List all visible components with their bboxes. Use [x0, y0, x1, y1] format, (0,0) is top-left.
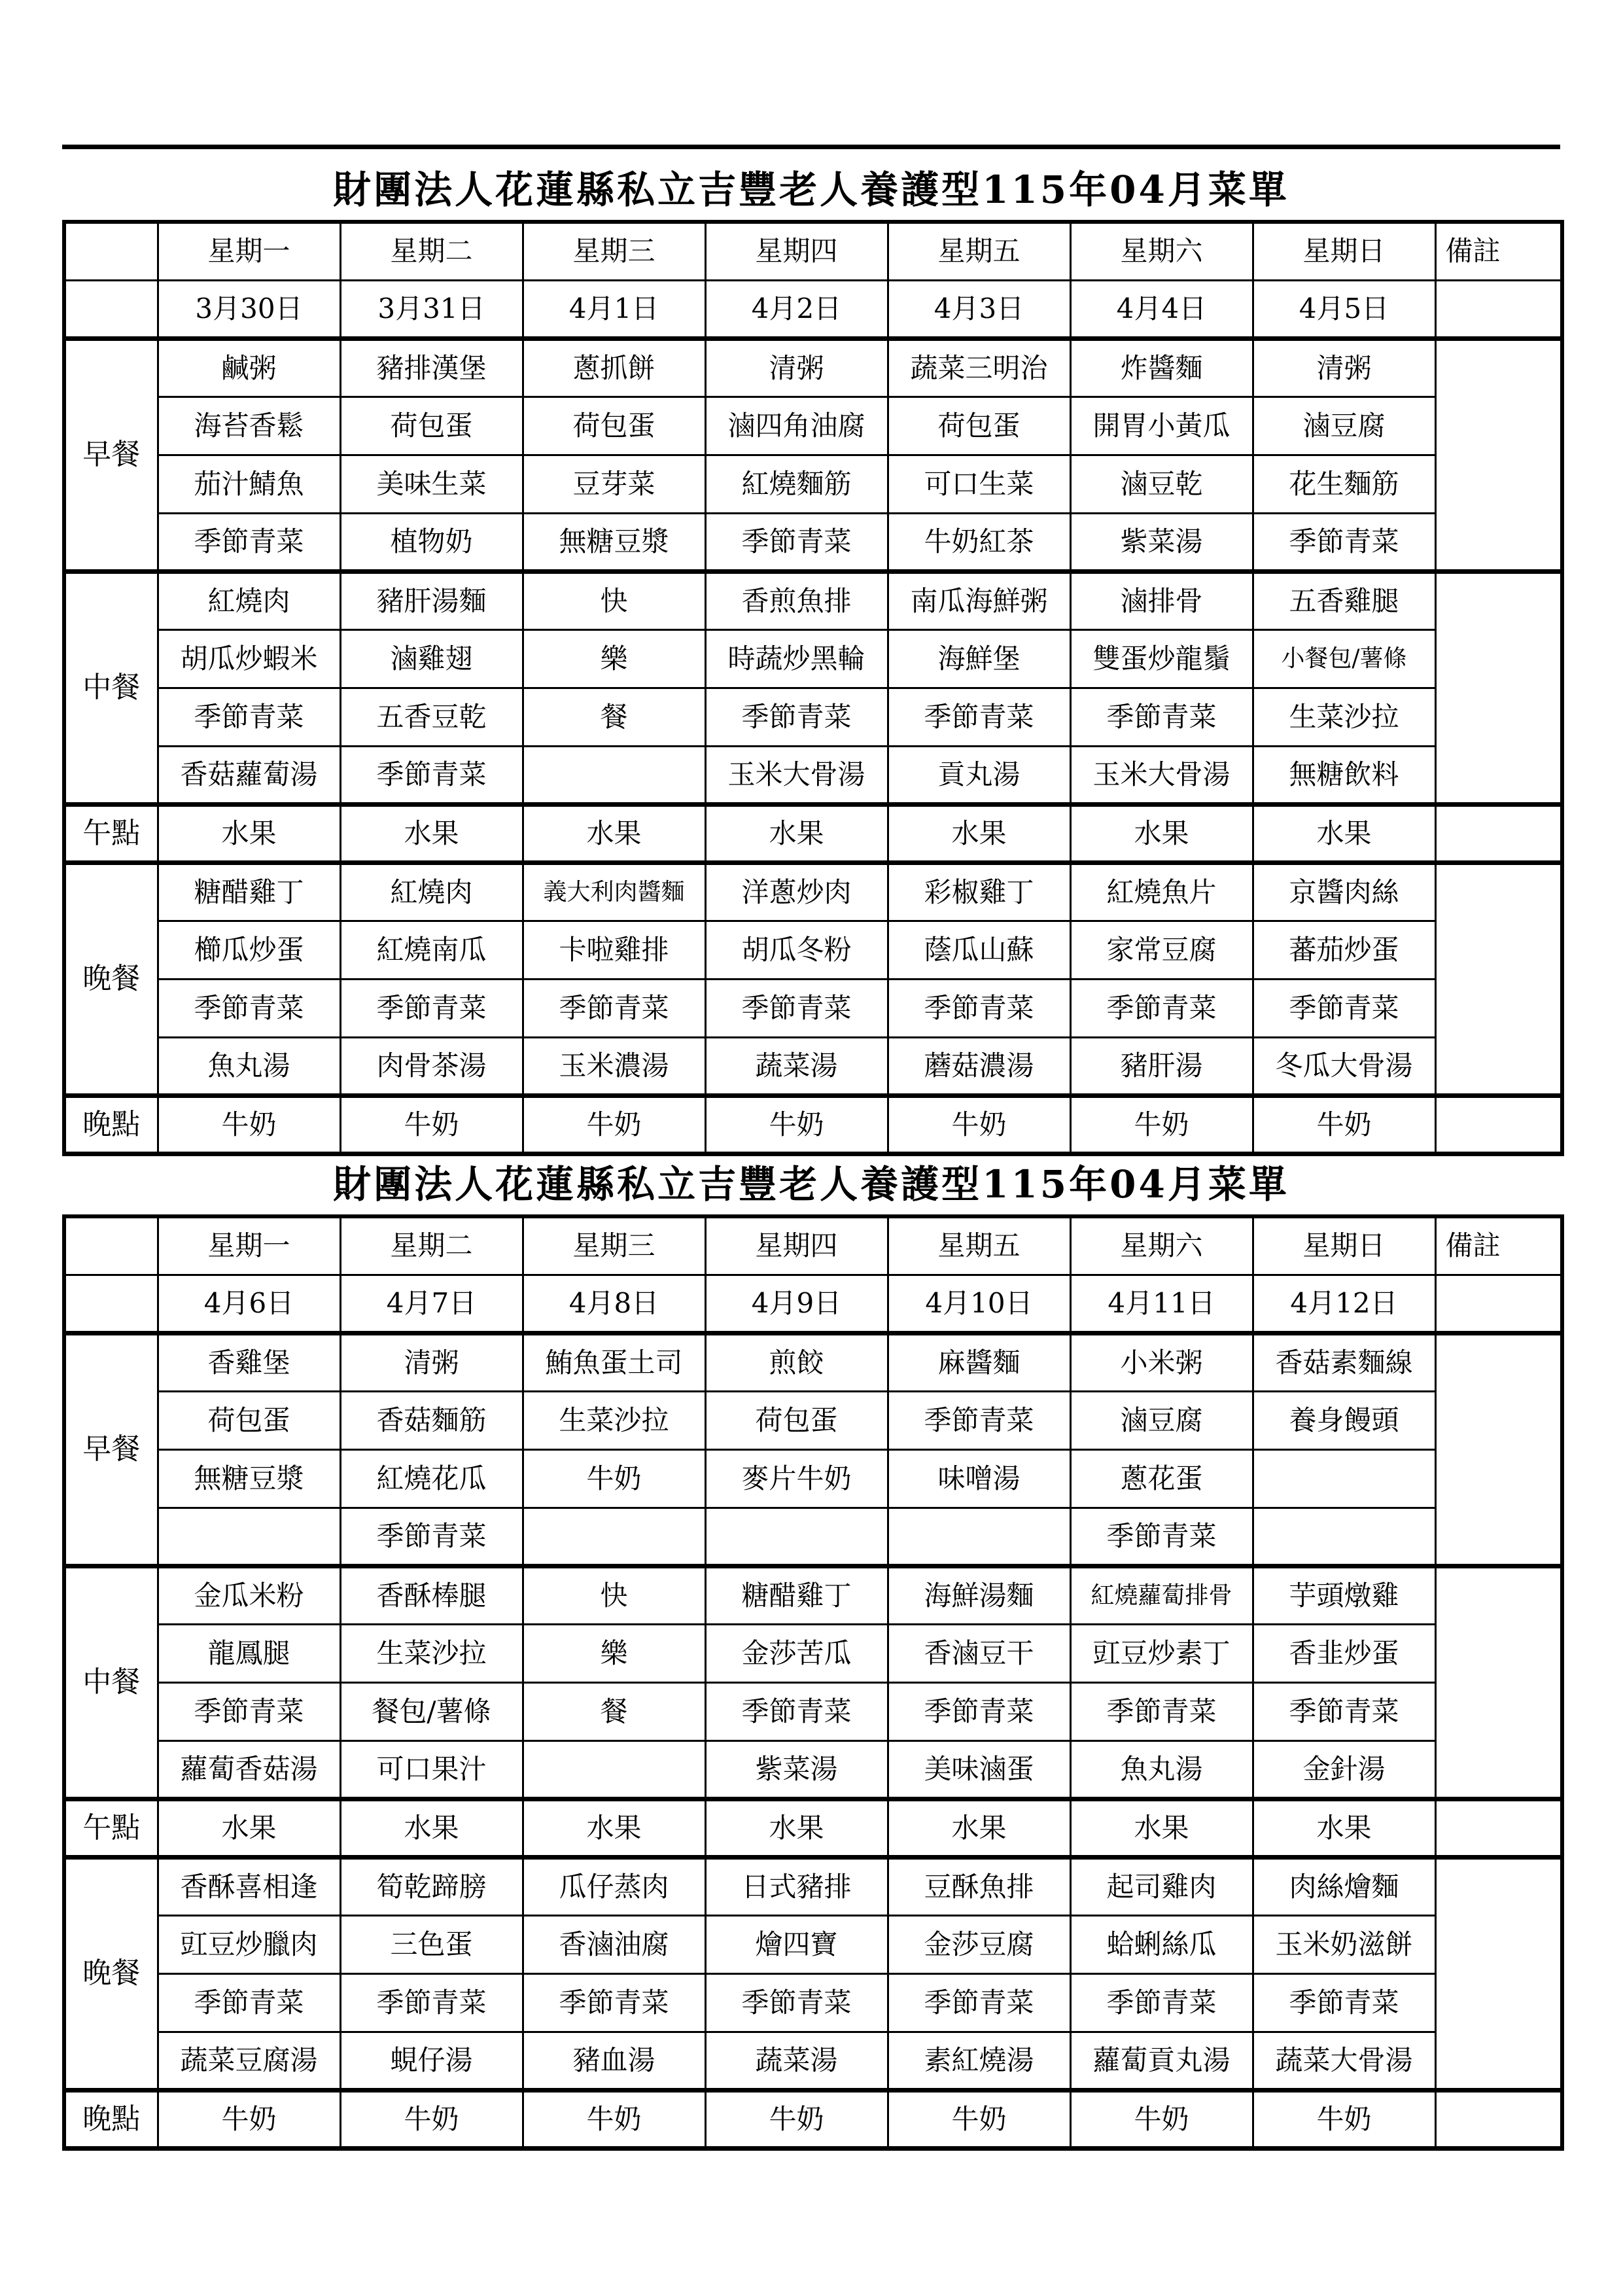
menu-item: 季節青菜 [1070, 1682, 1253, 1740]
afternoon-row [64, 804, 1562, 862]
menu-item: 樂 [523, 1624, 705, 1682]
menu-item: 蔥抓餅 [523, 338, 705, 397]
menu-item: 牛奶 [158, 1095, 340, 1154]
menu-item: 蛤蜊絲瓜 [1070, 1915, 1253, 1973]
menu-item: 肉骨茶湯 [340, 1037, 523, 1095]
menu-item: 煎餃 [705, 1333, 888, 1391]
menu-item: 豬血湯 [523, 2032, 705, 2090]
menu-item: 牛奶 [1253, 2090, 1435, 2148]
menu-item: 荷包蛋 [888, 397, 1070, 455]
lunch-row [64, 571, 1562, 629]
date-cell: 3月30日 [158, 280, 340, 338]
menu-item: 開胃小黃瓜 [1070, 397, 1253, 455]
weekday-header: 星期一 [158, 1216, 340, 1275]
weekday-header: 星期六 [1070, 1216, 1253, 1275]
menu-item: 蔬菜豆腐湯 [158, 2032, 340, 2090]
menu-item: 鮪魚蛋土司 [523, 1333, 705, 1391]
remark-cell [1435, 1095, 1562, 1154]
menu-item: 蔬菜湯 [705, 1037, 888, 1095]
menu-item: 紅燒麵筋 [705, 455, 888, 513]
menu-item: 麻醬麵 [888, 1333, 1070, 1391]
date-cell: 4月6日 [158, 1275, 340, 1333]
date-cell: 4月12日 [1253, 1275, 1435, 1333]
menu-item: 季節青菜 [888, 688, 1070, 746]
menu-item: 季節青菜 [158, 513, 340, 571]
menu-title-week1: 財團法人花蓮縣私立吉豐老人養護型115年04月菜單 [333, 168, 1289, 212]
menu-item: 金瓜米粉 [158, 1566, 340, 1624]
menu-item: 蔥花蛋 [1070, 1449, 1253, 1508]
menu-item: 季節青菜 [523, 1973, 705, 2032]
dinner-row [64, 1915, 1562, 1973]
menu-item: 季節青菜 [1253, 979, 1435, 1037]
night-row [64, 2090, 1562, 2148]
menu-item: 牛奶 [523, 1095, 705, 1154]
menu-item: 無糖豆漿 [158, 1449, 340, 1508]
weekday-header: 星期五 [888, 222, 1070, 280]
date-cell: 3月31日 [340, 280, 523, 338]
menu-item: 瓜仔蒸肉 [523, 1857, 705, 1915]
afternoon-row [64, 1799, 1562, 1857]
menu-item: 季節青菜 [158, 1973, 340, 2032]
remark-header: 備註 [1435, 1216, 1562, 1275]
menu-item: 胡瓜冬粉 [705, 921, 888, 979]
dinner-label: 晚餐 [64, 1857, 158, 2090]
lunch-label: 中餐 [64, 1566, 158, 1799]
menu-item: 牛奶 [1070, 2090, 1253, 2148]
menu-item: 季節青菜 [158, 1682, 340, 1740]
menu-item: 季節青菜 [1253, 513, 1435, 571]
menu-item [705, 1508, 888, 1566]
menu-item: 糖醋雞丁 [705, 1566, 888, 1624]
menu-item: 牛奶 [888, 2090, 1070, 2148]
menu-item [1253, 1449, 1435, 1508]
menu-item: 紅燒魚片 [1070, 862, 1253, 921]
date-cell: 4月8日 [523, 1275, 705, 1333]
menu-item: 味噌湯 [888, 1449, 1070, 1508]
menu-table-week2 [62, 1214, 1564, 2151]
remark-cell [1435, 280, 1562, 338]
menu-item: 蕃茄炒蛋 [1253, 921, 1435, 979]
weekday-header: 星期六 [1070, 222, 1253, 280]
menu-item: 生菜沙拉 [523, 1391, 705, 1449]
menu-item: 牛奶 [888, 1095, 1070, 1154]
weekday-header: 星期五 [888, 1216, 1070, 1275]
menu-item: 水果 [1070, 1799, 1253, 1857]
menu-item: 鹹粥 [158, 338, 340, 397]
menu-item [158, 1508, 340, 1566]
menu-item: 牛奶 [523, 1449, 705, 1508]
menu-item: 季節青菜 [1070, 1508, 1253, 1566]
menu-item: 蔬菜大骨湯 [1253, 2032, 1435, 2090]
menu-item: 滷豆腐 [1253, 397, 1435, 455]
menu-item: 美味滷蛋 [888, 1740, 1070, 1799]
menu-item: 可口生菜 [888, 455, 1070, 513]
menu-item: 季節青菜 [1070, 1973, 1253, 2032]
menu-item: 荷包蛋 [523, 397, 705, 455]
lunch-row [64, 1624, 1562, 1682]
menu-item: 季節青菜 [888, 1973, 1070, 2032]
menu-item: 季節青菜 [340, 1508, 523, 1566]
menu-item [888, 1508, 1070, 1566]
remark-cell [1435, 862, 1562, 1095]
breakfast-row [64, 338, 1562, 397]
afternoon-label: 午點 [64, 1799, 158, 1857]
menu-item: 生菜沙拉 [340, 1624, 523, 1682]
breakfast-row [64, 1391, 1562, 1449]
menu-item: 水果 [340, 1799, 523, 1857]
menu-item: 茄汁鯖魚 [158, 455, 340, 513]
menu-item: 龍鳳腿 [158, 1624, 340, 1682]
menu-item: 季節青菜 [340, 1973, 523, 2032]
menu-item: 季節青菜 [340, 746, 523, 804]
remark-cell [1435, 571, 1562, 804]
menu-item: 時蔬炒黑輪 [705, 629, 888, 688]
menu-item: 季節青菜 [705, 513, 888, 571]
menu-item: 蘿蔔貢丸湯 [1070, 2032, 1253, 2090]
menu-item: 季節青菜 [1070, 688, 1253, 746]
menu-item: 香韭炒蛋 [1253, 1624, 1435, 1682]
top-rule [62, 145, 1560, 149]
menu-item: 水果 [158, 1799, 340, 1857]
menu-item [523, 1508, 705, 1566]
menu-item: 貢丸湯 [888, 746, 1070, 804]
breakfast-label: 早餐 [64, 338, 158, 571]
date-cell: 4月1日 [523, 280, 705, 338]
menu-item: 肉絲燴麵 [1253, 1857, 1435, 1915]
menu-item: 季節青菜 [1070, 979, 1253, 1037]
remark-cell [1435, 1333, 1562, 1566]
menu-item: 水果 [888, 1799, 1070, 1857]
menu-item: 冬瓜大骨湯 [1253, 1037, 1435, 1095]
weekday-header: 星期三 [523, 1216, 705, 1275]
weekday-header: 星期日 [1253, 1216, 1435, 1275]
remark-cell [1435, 338, 1562, 571]
breakfast-row [64, 455, 1562, 513]
menu-item: 紅燒花瓜 [340, 1449, 523, 1508]
menu-item: 豬排漢堡 [340, 338, 523, 397]
menu-item: 滷四角油腐 [705, 397, 888, 455]
menu-item: 糖醋雞丁 [158, 862, 340, 921]
corner-cell [64, 280, 158, 338]
lunch-row [64, 746, 1562, 804]
remark-cell [1435, 804, 1562, 862]
menu-item: 滷豆腐 [1070, 1391, 1253, 1449]
weekday-header: 星期三 [523, 222, 705, 280]
date-cell: 4月5日 [1253, 280, 1435, 338]
menu-item: 牛奶 [523, 2090, 705, 2148]
menu-item: 荷包蛋 [705, 1391, 888, 1449]
menu-item: 蘿蔔香菇湯 [158, 1740, 340, 1799]
menu-item: 牛奶 [705, 2090, 888, 2148]
menu-item: 水果 [705, 1799, 888, 1857]
date-cell: 4月4日 [1070, 280, 1253, 338]
menu-item: 三色蛋 [340, 1915, 523, 1973]
menu-item: 季節青菜 [705, 688, 888, 746]
menu-item: 小米粥 [1070, 1333, 1253, 1391]
menu-item: 香菇素麵線 [1253, 1333, 1435, 1391]
menu-item: 海鮮湯麵 [888, 1566, 1070, 1624]
menu-item: 京醬肉絲 [1253, 862, 1435, 921]
date-cell: 4月11日 [1070, 1275, 1253, 1333]
menu-item: 蔭瓜山蘇 [888, 921, 1070, 979]
dinner-row [64, 1037, 1562, 1095]
lunch-row [64, 629, 1562, 688]
menu-item: 玉米大骨湯 [1070, 746, 1253, 804]
dinner-row [64, 921, 1562, 979]
weekday-header: 星期二 [340, 1216, 523, 1275]
menu-item: 五香雞腿 [1253, 571, 1435, 629]
menu-item: 豬肝湯麵 [340, 571, 523, 629]
menu-item: 無糖飲料 [1253, 746, 1435, 804]
menu-item: 餐 [523, 688, 705, 746]
menu-item: 季節青菜 [705, 1973, 888, 2032]
menu-item: 金莎苦瓜 [705, 1624, 888, 1682]
dinner-row [64, 1857, 1562, 1915]
menu-item: 快 [523, 1566, 705, 1624]
menu-item: 水果 [888, 804, 1070, 862]
menu-item: 生菜沙拉 [1253, 688, 1435, 746]
menu-item: 荷包蛋 [158, 1391, 340, 1449]
menu-item: 香滷豆干 [888, 1624, 1070, 1682]
menu-item: 香酥棒腿 [340, 1566, 523, 1624]
remark-cell [1435, 1566, 1562, 1799]
lunch-label: 中餐 [64, 571, 158, 804]
menu-item: 水果 [523, 1799, 705, 1857]
menu-item: 季節青菜 [158, 688, 340, 746]
menu-item: 紅燒肉 [340, 862, 523, 921]
menu-item: 蔬菜湯 [705, 2032, 888, 2090]
menu-item: 香菇蘿蔔湯 [158, 746, 340, 804]
menu-item: 香酥喜相逢 [158, 1857, 340, 1915]
breakfast-row [64, 1508, 1562, 1566]
menu-item: 清粥 [1253, 338, 1435, 397]
menu-item [523, 746, 705, 804]
menu-item: 季節青菜 [1253, 1682, 1435, 1740]
menu-item: 水果 [705, 804, 888, 862]
menu-item: 季節青菜 [888, 979, 1070, 1037]
corner-cell [64, 1216, 158, 1275]
menu-item: 滷排骨 [1070, 571, 1253, 629]
menu-item: 芋頭燉雞 [1253, 1566, 1435, 1624]
night-label: 晚點 [64, 1095, 158, 1154]
menu-item: 玉米奶滋餅 [1253, 1915, 1435, 1973]
menu-item: 魚丸湯 [1070, 1740, 1253, 1799]
menu-item: 海苔香鬆 [158, 397, 340, 455]
menu-item: 玉米濃湯 [523, 1037, 705, 1095]
menu-item: 餐包/薯條 [340, 1682, 523, 1740]
menu-item: 季節青菜 [888, 1391, 1070, 1449]
menu-item: 義大利肉醬麵 [523, 862, 705, 921]
menu-item: 蘑菇濃湯 [888, 1037, 1070, 1095]
remark-cell [1435, 1857, 1562, 2090]
dinner-row [64, 862, 1562, 921]
menu-item: 美味生菜 [340, 455, 523, 513]
date-cell: 4月3日 [888, 280, 1070, 338]
lunch-row [64, 1682, 1562, 1740]
menu-item: 牛奶 [158, 2090, 340, 2148]
remark-cell [1435, 1799, 1562, 1857]
menu-item: 豬肝湯 [1070, 1037, 1253, 1095]
lunch-row [64, 688, 1562, 746]
menu-item: 蜆仔湯 [340, 2032, 523, 2090]
menu-item: 日式豬排 [705, 1857, 888, 1915]
menu-item: 五香豆乾 [340, 688, 523, 746]
menu-item: 牛奶 [705, 1095, 888, 1154]
menu-item: 季節青菜 [340, 979, 523, 1037]
night-row [64, 1095, 1562, 1154]
menu-item: 紫菜湯 [705, 1740, 888, 1799]
menu-item: 胡瓜炒蝦米 [158, 629, 340, 688]
menu-item: 季節青菜 [705, 979, 888, 1037]
menu-table-week1 [62, 220, 1564, 1156]
menu-item: 豆酥魚排 [888, 1857, 1070, 1915]
menu-item: 筍乾蹄膀 [340, 1857, 523, 1915]
menu-item: 牛奶 [340, 1095, 523, 1154]
menu-item: 水果 [1070, 804, 1253, 862]
menu-item: 牛奶 [1070, 1095, 1253, 1154]
menu-item: 滷雞翅 [340, 629, 523, 688]
menu-item: 紅燒肉 [158, 571, 340, 629]
date-cell: 4月2日 [705, 280, 888, 338]
menu-item: 燴四寶 [705, 1915, 888, 1973]
menu-item: 小餐包/薯條 [1253, 629, 1435, 688]
menu-item: 植物奶 [340, 513, 523, 571]
weekday-header: 星期四 [705, 222, 888, 280]
dinner-row [64, 979, 1562, 1037]
breakfast-label: 早餐 [64, 1333, 158, 1566]
menu-item: 香滷油腐 [523, 1915, 705, 1973]
menu-item: 季節青菜 [888, 1682, 1070, 1740]
menu-item: 彩椒雞丁 [888, 862, 1070, 921]
menu-item: 牛奶 [340, 2090, 523, 2148]
menu-item: 養身饅頭 [1253, 1391, 1435, 1449]
remark-cell [1435, 1275, 1562, 1333]
menu-item: 牛奶 [1253, 1095, 1435, 1154]
menu-item [523, 1740, 705, 1799]
menu-item: 家常豆腐 [1070, 921, 1253, 979]
breakfast-row [64, 1333, 1562, 1391]
menu-title-week2: 財團法人花蓮縣私立吉豐老人養護型115年04月菜單 [333, 1162, 1289, 1207]
menu-item: 洋蔥炒肉 [705, 862, 888, 921]
breakfast-row [64, 397, 1562, 455]
weekday-header: 星期四 [705, 1216, 888, 1275]
date-cell: 4月9日 [705, 1275, 888, 1333]
menu-item: 花生麵筋 [1253, 455, 1435, 513]
menu-item: 豇豆炒臘肉 [158, 1915, 340, 1973]
corner-cell [64, 1275, 158, 1333]
date-cell: 4月7日 [340, 1275, 523, 1333]
date-row [64, 1275, 1562, 1333]
date-row [64, 280, 1562, 338]
menu-item: 水果 [1253, 1799, 1435, 1857]
afternoon-label: 午點 [64, 804, 158, 862]
menu-item: 紅燒蘿蔔排骨 [1070, 1566, 1253, 1624]
menu-item: 卡啦雞排 [523, 921, 705, 979]
menu-item: 魚丸湯 [158, 1037, 340, 1095]
menu-item: 樂 [523, 629, 705, 688]
menu-item: 無糖豆漿 [523, 513, 705, 571]
menu-item: 炸醬麵 [1070, 338, 1253, 397]
menu-item: 紅燒南瓜 [340, 921, 523, 979]
menu-item: 豇豆炒素丁 [1070, 1624, 1253, 1682]
night-label: 晚點 [64, 2090, 158, 2148]
menu-item: 季節青菜 [705, 1682, 888, 1740]
date-cell: 4月10日 [888, 1275, 1070, 1333]
menu-item [1253, 1508, 1435, 1566]
dinner-row [64, 2032, 1562, 2090]
menu-item: 玉米大骨湯 [705, 746, 888, 804]
menu-item: 水果 [523, 804, 705, 862]
menu-item: 蔬菜三明治 [888, 338, 1070, 397]
remark-cell [1435, 2090, 1562, 2148]
menu-item: 豆芽菜 [523, 455, 705, 513]
menu-item: 香雞堡 [158, 1333, 340, 1391]
menu-item: 素紅燒湯 [888, 2032, 1070, 2090]
menu-item: 麥片牛奶 [705, 1449, 888, 1508]
menu-item: 金針湯 [1253, 1740, 1435, 1799]
menu-item: 可口果汁 [340, 1740, 523, 1799]
breakfast-row [64, 513, 1562, 571]
lunch-row [64, 1566, 1562, 1624]
dinner-row [64, 1973, 1562, 2032]
corner-cell [64, 222, 158, 280]
menu-item: 清粥 [340, 1333, 523, 1391]
menu-item: 香菇麵筋 [340, 1391, 523, 1449]
weekday-row [64, 222, 1562, 280]
weekday-header: 星期一 [158, 222, 340, 280]
menu-item: 季節青菜 [1253, 1973, 1435, 2032]
menu-item: 快 [523, 571, 705, 629]
menu-item: 水果 [1253, 804, 1435, 862]
menu-item: 清粥 [705, 338, 888, 397]
menu-item: 餐 [523, 1682, 705, 1740]
weekday-header: 星期二 [340, 222, 523, 280]
menu-item: 水果 [340, 804, 523, 862]
menu-item: 雙蛋炒龍鬚 [1070, 629, 1253, 688]
menu-item: 紫菜湯 [1070, 513, 1253, 571]
menu-item: 水果 [158, 804, 340, 862]
menu-item: 起司雞肉 [1070, 1857, 1253, 1915]
menu-item: 香煎魚排 [705, 571, 888, 629]
menu-item: 荷包蛋 [340, 397, 523, 455]
menu-item: 滷豆乾 [1070, 455, 1253, 513]
lunch-row [64, 1740, 1562, 1799]
breakfast-row [64, 1449, 1562, 1508]
menu-item: 季節青菜 [158, 979, 340, 1037]
menu-item: 海鮮堡 [888, 629, 1070, 688]
menu-item: 櫛瓜炒蛋 [158, 921, 340, 979]
menu-item: 南瓜海鮮粥 [888, 571, 1070, 629]
remark-header: 備註 [1435, 222, 1562, 280]
weekday-row [64, 1216, 1562, 1275]
menu-item: 牛奶紅茶 [888, 513, 1070, 571]
menu-item: 金莎豆腐 [888, 1915, 1070, 1973]
dinner-label: 晚餐 [64, 862, 158, 1095]
weekday-header: 星期日 [1253, 222, 1435, 280]
menu-item: 季節青菜 [523, 979, 705, 1037]
